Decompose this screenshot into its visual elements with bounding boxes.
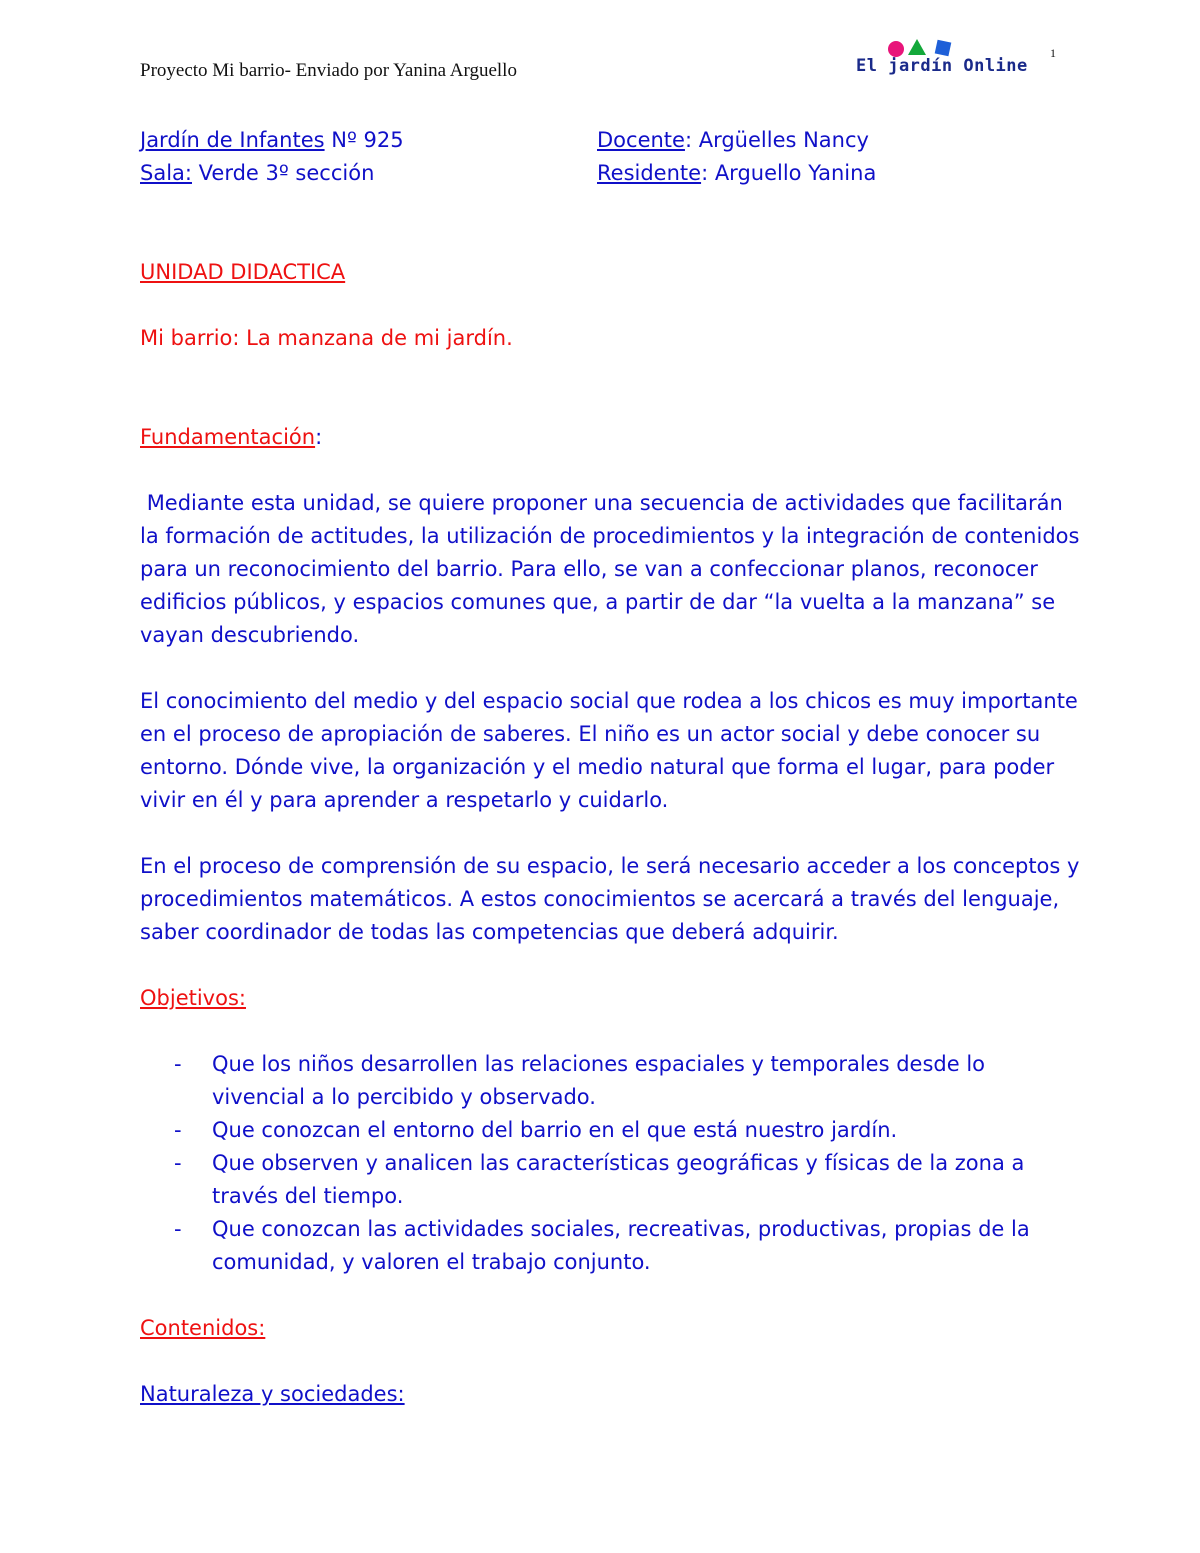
page-number: 1 — [1050, 46, 1056, 60]
jardin-value: Nº 925 — [324, 128, 404, 152]
unit-heading: UNIDAD DIDACTICA — [140, 260, 346, 284]
el-jardin-online-logo — [856, 38, 1028, 88]
list-item-text: Que los niños desarrollen las relaciones espaciales y temporales desde lo vivencial a lo percibido y observado. — [212, 1052, 986, 1109]
sala-value: Verde 3º sección — [191, 161, 375, 185]
list-item — [140, 1213, 1080, 1279]
list-bullet: - — [174, 1151, 182, 1175]
logo-circle-icon — [888, 41, 904, 57]
docente-label: Docente — [597, 128, 685, 152]
objetivos-list — [140, 1048, 1080, 1279]
fundamentacion-heading-colon: : — [315, 425, 323, 449]
docente-value: : Argüelles Nancy — [684, 128, 869, 152]
logo-square-icon — [935, 40, 952, 57]
info-row-room — [140, 157, 1080, 190]
list-item-text: Que conozcan el entorno del barrio en el que está nuestro jardín. — [212, 1118, 898, 1142]
fundamentacion-heading-text: Fundamentación — [140, 425, 316, 449]
logo-triangle-icon — [908, 39, 926, 55]
list-bullet: - — [174, 1052, 182, 1076]
fundamentacion-paragraph-1: Mediante esta unidad, se quiere proponer una secuencia de actividades que facilitarán la formación de actitudes, la utilización de procedimientos y la integración de contenidos para un reconocimiento del barrio. Para ello, se van a confeccionar planos, reconocer edificios públicos, y espacios comunes que, a partir de dar “la vuelta a la manzana” se vayan descubriendo. — [140, 491, 1087, 647]
list-item-text: Que observen y analicen las características geográficas y físicas de la zona a través del tiempo. — [212, 1151, 1025, 1208]
residente-value: : Arguello Yanina — [701, 161, 877, 185]
list-item — [140, 1048, 1080, 1114]
naturaleza-subheading: Naturaleza y sociedades: — [140, 1382, 405, 1406]
residente-label: Residente — [597, 161, 702, 185]
objetivos-heading: Objetivos: — [140, 986, 246, 1010]
list-bullet: - — [174, 1118, 182, 1142]
info-row-school — [140, 124, 1080, 157]
list-item — [140, 1114, 1080, 1147]
running-header: Proyecto Mi barrio- Enviado por Yanina Arguello — [140, 60, 517, 81]
unit-title: Mi barrio: La manzana de mi jardín. — [140, 326, 513, 350]
list-bullet: - — [174, 1217, 182, 1241]
logo-shapes-icon — [884, 38, 1004, 58]
fundamentacion-heading — [140, 421, 1080, 454]
logo-text: El jardín Online — [856, 56, 1028, 76]
list-item — [140, 1147, 1080, 1213]
list-item-text: Que conozcan las actividades sociales, recreativas, productivas, propias de la comunidad, y valoren el trabajo conjunto. — [212, 1217, 1030, 1274]
fundamentacion-paragraph-3: En el proceso de comprensión de su espacio, le será necesario acceder a los conceptos y procedimientos matemáticos. A estos conocimientos se acercará a través del lenguaje, saber coordinador de todas las competencias que deberá adquirir. — [140, 854, 1080, 944]
jardin-label: Jardín de Infantes — [140, 128, 325, 152]
contenidos-heading: Contenidos: — [140, 1316, 266, 1340]
fundamentacion-paragraph-2: El conocimiento del medio y del espacio social que rodea a los chicos es muy importante en el proceso de apropiación de saberes. El niño es un actor social y debe conocer su entorno. Dónde vive, la organización y el medio natural que forma el lugar, para poder vivir en él y para aprender a respetarlo y cuidarlo. — [140, 689, 1078, 812]
sala-label: Sala: — [140, 161, 192, 185]
document-body — [140, 124, 1087, 1411]
